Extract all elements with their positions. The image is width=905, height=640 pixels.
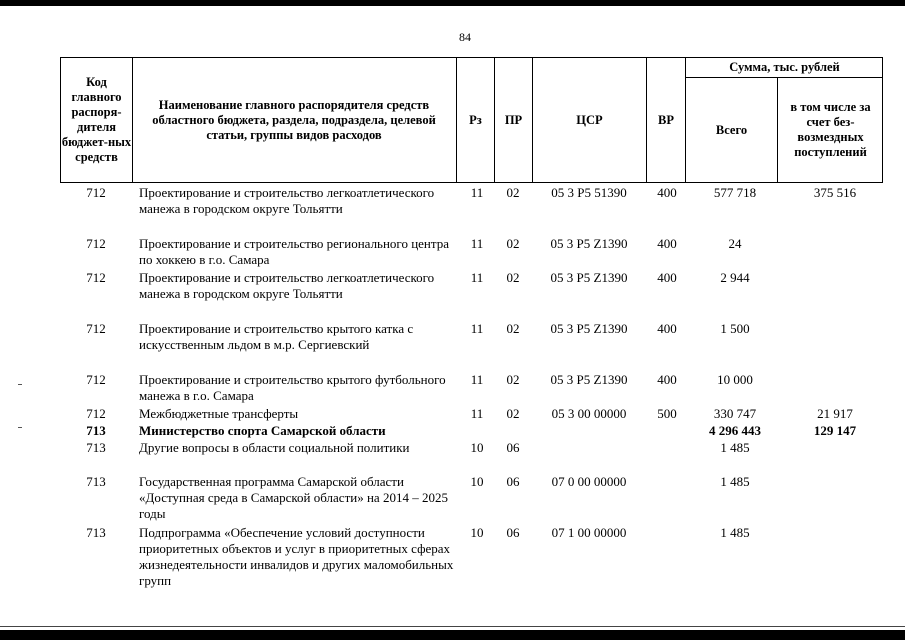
cell-vr: 400 (657, 236, 677, 251)
cell-total: 24 (728, 236, 742, 251)
cell-name: Проектирование и строительство крытого катка с искусственным льдом в м.р. Сергиевский (139, 321, 414, 352)
cell-name: Проектирование и строительство крытого футбольного манежа в г.о. Самара (139, 372, 446, 403)
header-total: Всего (715, 122, 748, 137)
cell-total: 1 500 (720, 321, 750, 336)
cell-csr: 05 3 00 00000 (551, 406, 627, 421)
cell-csr: 07 1 00 00000 (551, 525, 627, 540)
scan-border-bottom (0, 630, 905, 640)
cell-code: 712 (86, 372, 106, 387)
header-sum: Сумма, тыс. рублей (729, 60, 840, 74)
cell-rz: 10 (470, 525, 484, 540)
cell-total: 2 944 (720, 270, 750, 285)
cell-csr: 05 3 P5 51390 (551, 185, 627, 200)
cell-code: 713 (86, 525, 106, 540)
cell-name: Министерство спорта Самарской области (139, 423, 386, 438)
cell-rz: 11 (470, 236, 484, 251)
cell-csr: 05 3 P5 Z1390 (550, 372, 628, 387)
cell-code: 712 (86, 270, 106, 285)
cell-csr: 05 3 P5 Z1390 (550, 270, 628, 285)
cell-rz: 11 (470, 406, 484, 421)
cell-free: 129 147 (813, 423, 857, 438)
cell-vr: 400 (657, 185, 677, 200)
cell-total: 577 718 (713, 185, 757, 200)
cell-code: 713 (86, 440, 106, 455)
cell-total: 330 747 (713, 406, 757, 421)
cell-code: 713 (86, 474, 106, 489)
scan-mark (18, 384, 22, 385)
header-rz: Рз (469, 112, 482, 127)
scan-border-line (0, 626, 905, 627)
cell-total: 1 485 (720, 474, 750, 489)
cell-free: 21 917 (817, 406, 853, 421)
header-free: в том числе за счет без-возмездных поступлений (790, 100, 871, 159)
cell-free: 375 516 (813, 185, 857, 200)
cell-code: 712 (86, 406, 106, 421)
cell-pr: 02 (506, 185, 520, 200)
cell-rz: 10 (470, 440, 484, 455)
cell-vr: 400 (657, 372, 677, 387)
cell-name: Государственная программа Самарской области «Доступная среда в Самарской области» на 2014 – 2025 годы (139, 474, 448, 521)
header-vr: ВР (658, 112, 674, 127)
cell-total: 1 485 (720, 525, 750, 540)
cell-pr: 02 (506, 270, 520, 285)
header-code: Код главного распоря-дителя бюджет-ных средств (61, 75, 132, 164)
cell-total: 10 000 (717, 372, 753, 387)
cell-pr: 06 (506, 525, 520, 540)
cell-pr: 06 (506, 474, 520, 489)
cell-code: 712 (86, 236, 106, 251)
cell-vr: 500 (657, 406, 677, 421)
scan-border-top (0, 0, 905, 6)
page-number: 84 (459, 30, 471, 44)
cell-rz: 11 (470, 185, 484, 200)
cell-rz: 11 (470, 372, 484, 387)
cell-code: 712 (86, 321, 106, 336)
scan-mark (18, 427, 22, 428)
header-csr: ЦСР (576, 112, 603, 127)
cell-csr: 05 3 P5 Z1390 (550, 236, 628, 251)
cell-vr: 400 (657, 321, 677, 336)
cell-name: Проектирование и строительство регионального центра по хоккею в г.о. Самара (139, 236, 449, 267)
cell-pr: 02 (506, 236, 520, 251)
cell-csr: 07 0 00 00000 (551, 474, 627, 489)
cell-pr: 02 (506, 372, 520, 387)
header-name: Наименование главного распорядителя средств областного бюджета, раздела, подраздела, целевой статьи, группы видов расходов (152, 97, 436, 142)
cell-total: 1 485 (720, 440, 750, 455)
cell-name: Другие вопросы в области социальной политики (139, 440, 410, 455)
cell-rz: 10 (470, 474, 484, 489)
cell-total: 4 296 443 (709, 423, 761, 438)
cell-pr: 02 (506, 406, 520, 421)
cell-name: Подпрограмма «Обеспечение условий доступности приоритетных объектов и услуг в приоритетных сферах жизнедеятельности инвалидов и других маломобильных групп (139, 525, 454, 588)
cell-pr: 02 (506, 321, 520, 336)
cell-name: Проектирование и строительство легкоатлетического манежа в городском округе Тольятти (139, 270, 435, 301)
cell-name: Проектирование и строительство легкоатлетического манежа в городском округе Тольятти (139, 185, 435, 216)
cell-rz: 11 (470, 270, 484, 285)
cell-code: 713 (86, 423, 106, 438)
cell-vr: 400 (657, 270, 677, 285)
header-pr: ПР (504, 112, 523, 127)
cell-name: Межбюджетные трансферты (139, 406, 299, 421)
cell-csr: 05 3 P5 Z1390 (550, 321, 628, 336)
header-divider (132, 57, 133, 183)
cell-rz: 11 (470, 321, 484, 336)
cell-code: 712 (86, 185, 106, 200)
cell-pr: 06 (506, 440, 520, 455)
